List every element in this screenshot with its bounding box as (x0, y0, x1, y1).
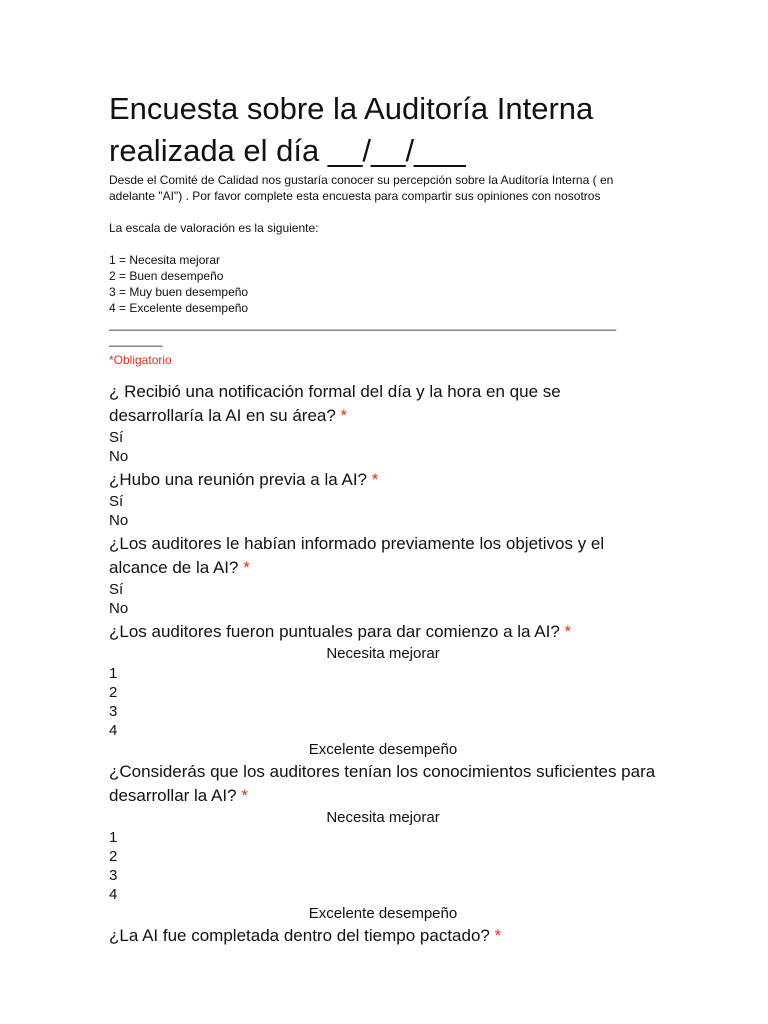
question-6 (109, 924, 657, 948)
survey-intro: Desde el Comité de Calidad nos gustaría conocer su percepción sobre la Auditoría Interna ( en adelante "AI") . Por favor complete esta encuesta para compartir sus opiniones con nosotros (109, 173, 614, 203)
scale-intro: La escala de valoración es la siguiente: (109, 221, 319, 235)
required-note: *Obligatorio (109, 353, 172, 367)
option-yes[interactable]: Sí (109, 493, 124, 510)
question-text: ¿Los auditores fueron puntuales para dar comienzo a la AI? * (109, 622, 572, 641)
option-yes[interactable]: Sí (109, 429, 124, 446)
survey-title: Encuesta sobre la Auditoría Interna realizada el día __/__/___ (109, 91, 594, 168)
scale-high-label: Excelente desempeño (308, 905, 458, 922)
required-star: * (243, 558, 250, 577)
rating-option-4[interactable]: 4 (109, 722, 118, 739)
question-4 (109, 620, 657, 760)
required-star: * (564, 622, 572, 641)
question-text: ¿La AI fue completada dentro del tiempo pactado? * (109, 926, 502, 945)
required-star: * (241, 786, 248, 805)
rating-option-3[interactable]: 3 (109, 867, 118, 884)
question-1 (109, 380, 657, 466)
scale-item-3: 3 = Muy buen desempeño (109, 285, 249, 299)
option-yes[interactable]: Sí (109, 581, 124, 598)
scale-item-1: 1 = Necesita mejorar (109, 253, 221, 267)
scale-low-label: Necesita mejorar (326, 645, 440, 662)
rating-option-2[interactable]: 2 (109, 848, 118, 865)
rating-option-4[interactable]: 4 (109, 886, 118, 903)
rating-option-1[interactable]: 1 (109, 829, 118, 846)
question-5 (109, 760, 657, 924)
option-no[interactable]: No (109, 448, 129, 465)
scale-high-label: Excelente desempeño (308, 741, 458, 758)
scale-low-label: Necesita mejorar (326, 809, 440, 826)
separator-line: ____________________________________________________________________________ (109, 317, 617, 331)
option-no[interactable]: No (109, 600, 129, 617)
option-no[interactable]: No (109, 512, 129, 529)
question-text: ¿Hubo una reunión previa a la AI? * (109, 470, 379, 489)
question-2 (109, 468, 657, 530)
survey-page (109, 88, 657, 948)
question-text: ¿ Recibió una notificación formal del día y la hora en que se desarrollaría la AI en su área? * (109, 382, 561, 425)
separator-line-end: ________ (109, 333, 163, 347)
question-text: ¿Considerás que los auditores tenían los conocimientos suficientes para desarrollar la AI? * (109, 762, 656, 805)
question-text: ¿Los auditores le habían informado previamente los objetivos y el alcance de la AI? * (109, 534, 605, 577)
required-star: * (371, 470, 379, 489)
rating-option-1[interactable]: 1 (109, 665, 118, 682)
rating-option-2[interactable]: 2 (109, 684, 118, 701)
required-star: * (340, 406, 348, 425)
required-star: * (494, 926, 502, 945)
scale-item-4: 4 = Excelente desempeño (109, 301, 249, 315)
question-3 (109, 532, 657, 618)
rating-option-3[interactable]: 3 (109, 703, 118, 720)
scale-item-2: 2 = Buen desempeño (109, 269, 224, 283)
